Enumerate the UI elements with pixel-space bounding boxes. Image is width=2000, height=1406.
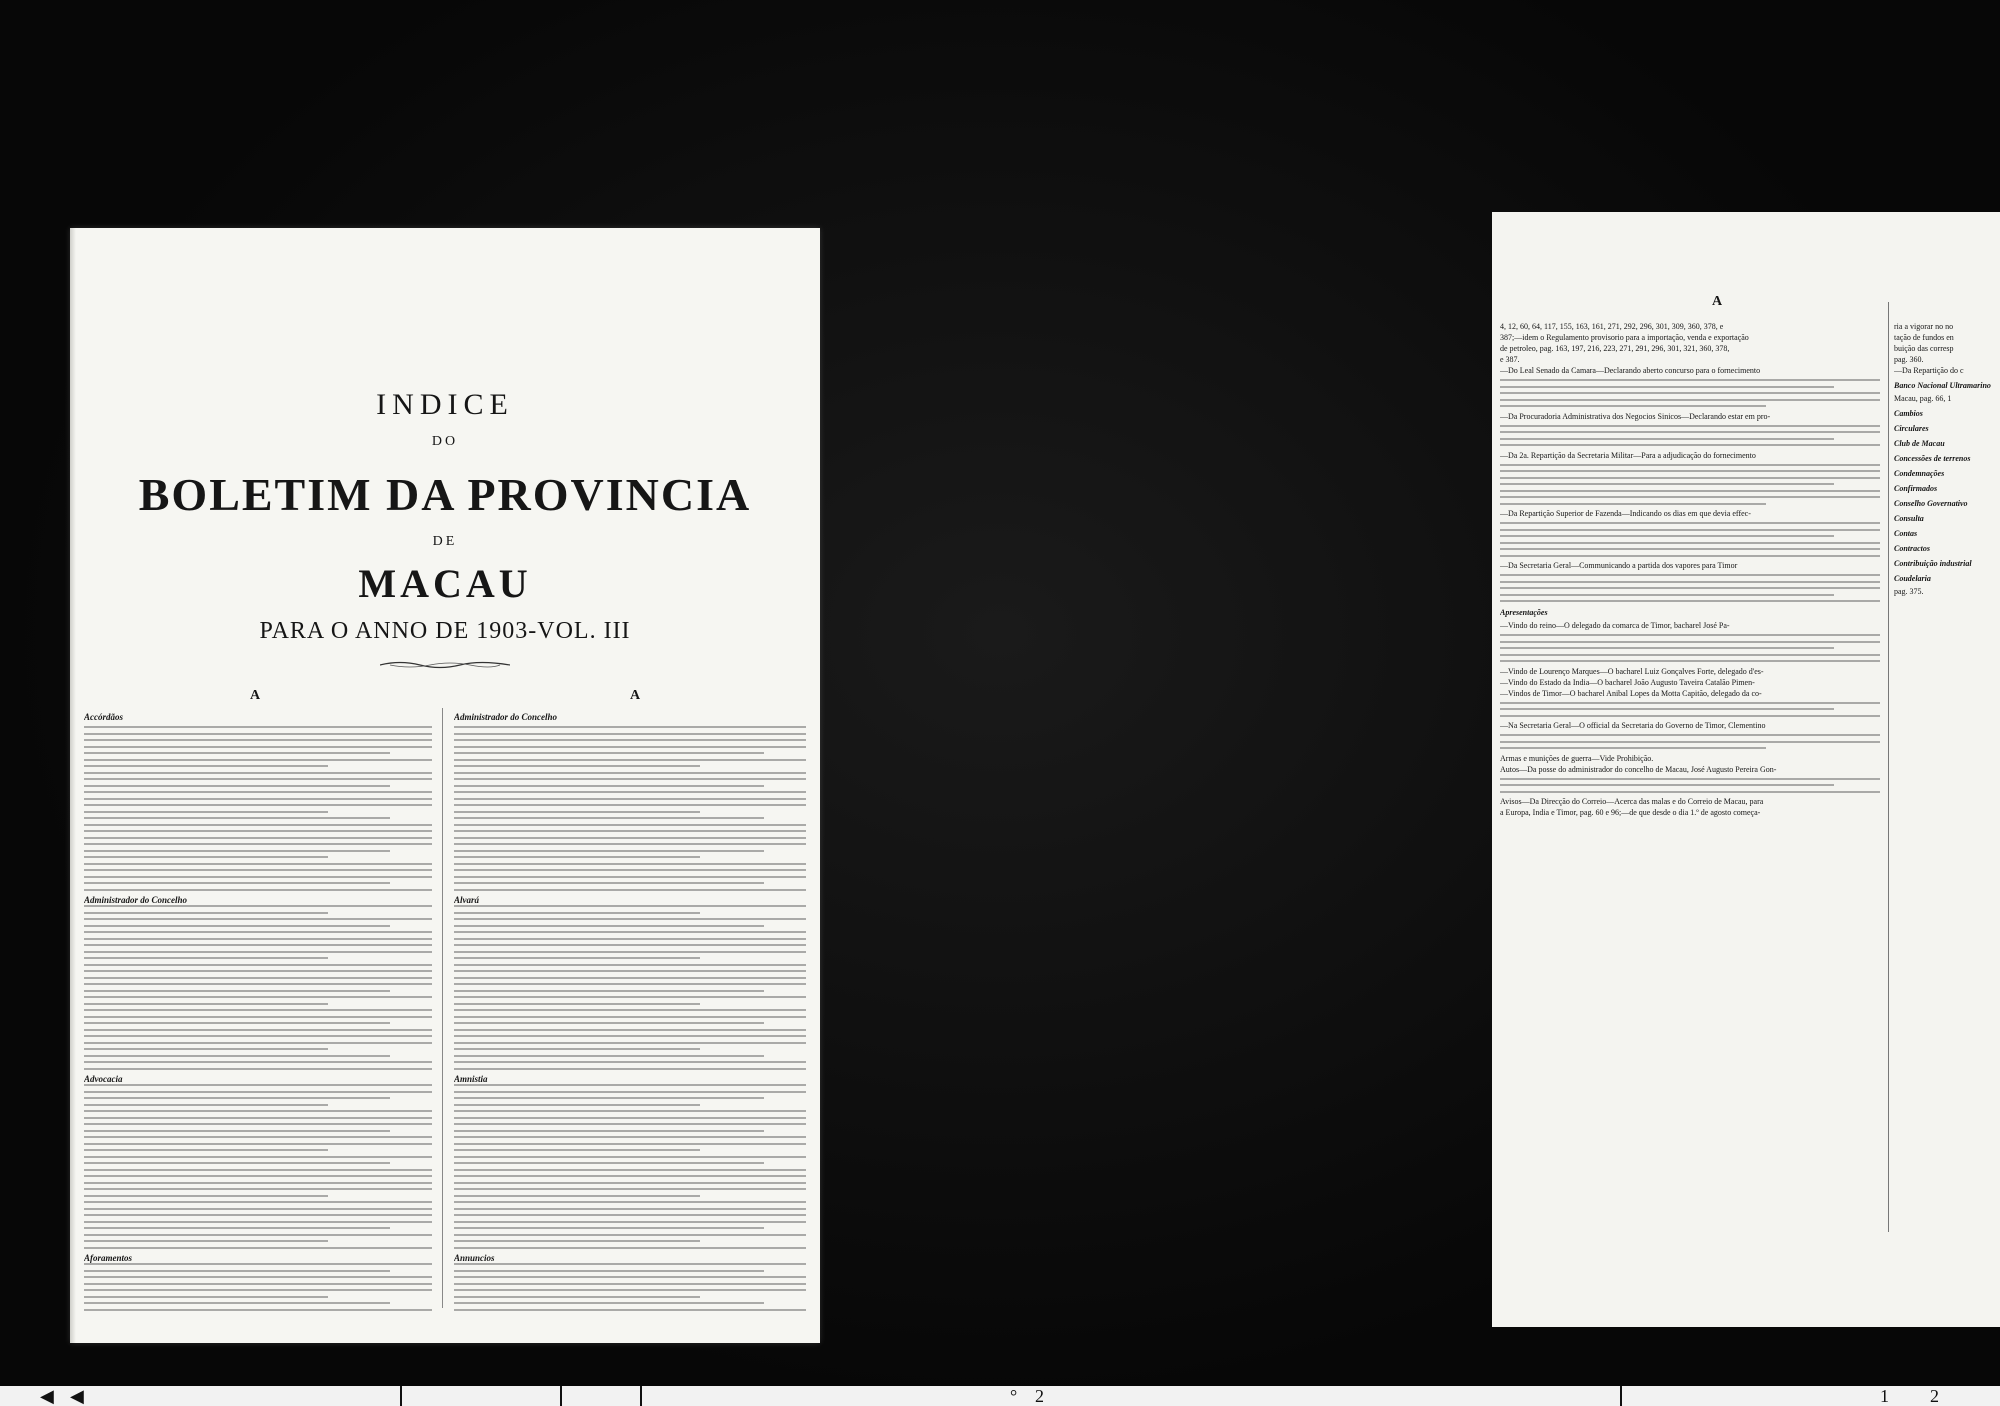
text-line (454, 970, 806, 972)
text-line (454, 765, 700, 767)
text-line (454, 1048, 700, 1050)
illegible-text-block (84, 726, 432, 1312)
text-line (84, 1169, 432, 1171)
text-line (454, 863, 806, 865)
text-line (454, 1240, 700, 1242)
illegible-text-block (1500, 778, 1880, 793)
side-head: Consulta (1894, 514, 1924, 523)
text-line (84, 1149, 328, 1151)
text-line (454, 1227, 764, 1229)
index-column-side (1894, 320, 2000, 1200)
text-line (84, 918, 432, 920)
entry-head: Accórdãos (84, 712, 123, 722)
side-head: Concessões de terrenos (1894, 454, 1971, 463)
text-line (454, 1302, 764, 1304)
text-line (454, 733, 806, 735)
text-line (84, 1188, 432, 1190)
text-line (454, 1110, 806, 1112)
text-line (84, 869, 432, 871)
text-line (454, 811, 700, 813)
text-line (84, 1061, 432, 1063)
text-line (454, 925, 764, 927)
text-line (84, 837, 432, 839)
text-line (84, 1289, 432, 1291)
text-line (84, 1283, 432, 1285)
text-line (84, 1296, 328, 1298)
index-fragment: —Da 2a. Repartição da Secretaria Militar—Para a adjudicação do fornecimento (1500, 450, 1756, 460)
text-line (84, 843, 432, 845)
text-line (454, 1117, 806, 1119)
text-line (454, 869, 806, 871)
text-line (84, 1029, 432, 1031)
text-line (454, 1009, 806, 1011)
text-line (454, 817, 764, 819)
text-line (454, 1123, 806, 1125)
film-strip (0, 1386, 2000, 1406)
text-line (84, 1117, 432, 1119)
column-divider (1888, 302, 1889, 1232)
text-line (84, 1263, 432, 1265)
strip-tick (1620, 1386, 1622, 1406)
text-line (454, 1068, 806, 1070)
text-line (84, 938, 432, 940)
entry-head: Aforamentos (84, 1253, 133, 1263)
side-head: Condemnações (1894, 469, 1945, 478)
text-line (84, 739, 432, 741)
text-line (84, 1195, 328, 1197)
text-line (454, 1195, 700, 1197)
strip-mark: ◀ (40, 1386, 54, 1406)
text-line (454, 1234, 806, 1236)
text-line (84, 1227, 390, 1229)
text-line (454, 1016, 806, 1018)
text-line (84, 752, 390, 754)
strip-mark: ° (1010, 1386, 1018, 1406)
entry-head: Annuncios (454, 1253, 495, 1263)
text-line (84, 1214, 432, 1216)
column-letter-right: A (630, 688, 641, 703)
entry-head: Apresentações (1500, 608, 1548, 617)
text-line (84, 1247, 432, 1249)
index-fragment: e 387. (1500, 355, 1520, 364)
index-column-left (84, 712, 432, 1312)
index-fragment: buição das corresp (1894, 344, 1954, 353)
text-line (454, 1263, 806, 1265)
text-line (454, 1156, 806, 1158)
index-fragment: —Da Repartição Superior de Fazenda—Indicando os dias em que devia effec- (1500, 509, 1751, 518)
text-line (84, 1110, 432, 1112)
text-line (84, 1234, 432, 1236)
title-do: DO (431, 434, 459, 449)
text-line (454, 1136, 806, 1138)
text-line (84, 785, 390, 787)
index-fragment: —Da Repartição do c (1894, 366, 1964, 375)
illegible-text-block (454, 726, 806, 1312)
strip-mark: 1 (1880, 1386, 1889, 1406)
strip-tick (400, 1386, 402, 1406)
side-head: Club de Macau (1894, 439, 1945, 448)
text-line (84, 931, 432, 933)
text-line (84, 1136, 432, 1138)
text-line (84, 1055, 390, 1057)
index-fragment: Armas e munições de guerra—Vide Prohibição. (1500, 753, 1654, 763)
text-line (84, 1091, 432, 1093)
text-line (454, 739, 806, 741)
text-line (84, 798, 432, 800)
text-line (84, 1175, 432, 1177)
index-fragment: tação de fundos en (1894, 333, 1954, 342)
text-line (454, 1130, 764, 1132)
text-line (454, 856, 700, 858)
illegible-text-block (1500, 425, 1880, 447)
text-line (454, 1169, 806, 1171)
strip-mark: 2 (1035, 1386, 1044, 1406)
text-line (84, 1240, 328, 1242)
side-head: Contas (1894, 529, 1918, 538)
text-line (454, 918, 806, 920)
text-line (454, 905, 806, 907)
text-line (84, 1009, 432, 1011)
index-fragment: Autos—Da posse do administrador do concelho de Macau, José Augusto Pereira Gon- (1500, 764, 1777, 774)
text-line (454, 1003, 700, 1005)
text-line (84, 912, 328, 914)
text-line (84, 951, 432, 953)
strip-tick (560, 1386, 562, 1406)
text-line (84, 830, 432, 832)
illegible-text-block (1500, 522, 1880, 557)
entry-head: Alvará (454, 895, 480, 905)
index-fragment: 387;—idem o Regulamento provisorio para a importação, venda e exportação (1500, 333, 1749, 342)
entry-head: Administrador do Concelho (84, 895, 188, 905)
index-fragment: pag. 375. (1894, 587, 1924, 596)
text-line (84, 1016, 432, 1018)
index-column-right (454, 712, 806, 1312)
text-line (84, 1302, 390, 1304)
text-line (84, 1048, 328, 1050)
illegible-text-block (1500, 634, 1880, 662)
text-line (454, 726, 806, 728)
text-line (454, 1221, 806, 1223)
text-line (454, 1029, 806, 1031)
text-line (454, 824, 806, 826)
text-line (84, 889, 432, 891)
text-line (454, 944, 806, 946)
text-line (84, 1130, 390, 1132)
text-line (84, 990, 390, 992)
text-line (454, 1162, 764, 1164)
text-line (454, 889, 806, 891)
text-line (84, 905, 432, 907)
text-line (84, 957, 328, 959)
title-year-volume: PARA O ANNO DE 1903-VOL. III (259, 618, 631, 644)
text-line (454, 759, 806, 761)
text-line (454, 850, 764, 852)
text-line (84, 817, 390, 819)
index-fragment: —Na Secretaria Geral—O official da Secretaria do Governo de Timor, Clementino (1500, 721, 1766, 730)
text-line (454, 830, 806, 832)
text-line (84, 863, 432, 865)
strip-mark: 2 (1930, 1386, 1939, 1406)
side-head: Banco Nacional Ultramarino (1894, 381, 1991, 390)
index-fragment: ria a vigorar no no (1894, 322, 1954, 331)
text-line (84, 765, 328, 767)
text-line (454, 938, 806, 940)
text-line (84, 1208, 432, 1210)
text-line (454, 785, 764, 787)
index-fragment: —Vindo de Lourenço Marques—O bacharel Luiz Gonçalves Forte, delegado d'es- (1500, 666, 1764, 676)
index-fragment: 4, 12, 60, 64, 117, 155, 163, 161, 271, 292, 296, 301, 309, 360, 378, e (1500, 322, 1724, 331)
text-line (84, 726, 432, 728)
text-line (84, 1162, 390, 1164)
text-line (84, 759, 432, 761)
index-fragment: —Vindo do Estado da India—O bacharel João Augusto Taveira Catalão Pimen- (1500, 677, 1755, 687)
text-line (454, 1182, 806, 1184)
text-line (454, 882, 764, 884)
text-line (84, 1156, 432, 1158)
illegible-text-block (1500, 734, 1880, 749)
text-line (84, 970, 432, 972)
text-line (84, 876, 432, 878)
title-boletim: BOLETIM DA PROVINCIA (138, 469, 752, 520)
right-page (1492, 212, 2000, 1327)
text-line (454, 1270, 764, 1272)
side-head: Circulares (1894, 424, 1929, 433)
text-line (454, 977, 806, 979)
index-fragment: a Europa, India e Timor, pag. 60 e 96;—de que desde o dia 1.º de agosto começa- (1500, 808, 1761, 817)
index-fragment: de petroleo, pag. 163, 197, 216, 223, 271, 291, 296, 301, 321, 360, 378, (1500, 344, 1730, 353)
text-line (84, 1201, 432, 1203)
text-line (454, 1175, 806, 1177)
text-line (454, 1061, 806, 1063)
index-fragment: —Vindos de Timor—O bacharel Anibal Lopes da Motta Capitão, delegado da co- (1500, 688, 1762, 698)
text-line (454, 1091, 806, 1093)
text-line (84, 983, 432, 985)
text-line (454, 1276, 806, 1278)
strip-mark: ◀ (70, 1386, 84, 1406)
text-line (84, 1022, 390, 1024)
text-line (84, 1309, 432, 1311)
left-page (70, 228, 820, 1343)
title-macau: MACAU (358, 561, 532, 606)
text-line (454, 804, 806, 806)
text-line (454, 791, 806, 793)
entry-head: Amnistia (454, 1074, 488, 1084)
text-line (84, 1084, 432, 1086)
column-divider (442, 708, 443, 1308)
side-head: Coudelaria (1894, 574, 1931, 583)
text-line (454, 1143, 806, 1145)
title-de: DE (432, 534, 458, 549)
text-line (84, 811, 328, 813)
text-line (84, 772, 432, 774)
text-line (454, 1042, 806, 1044)
text-line (84, 746, 432, 748)
ornament-divider (380, 660, 510, 670)
index-column-main (1500, 320, 1880, 1200)
text-line (84, 1104, 328, 1106)
text-line (84, 882, 390, 884)
index-fragment: —Vindo do reino—O delegado da comarca de Timor, bacharel José Pa- (1500, 621, 1730, 630)
text-line (454, 1097, 764, 1099)
text-line (454, 957, 700, 959)
text-line (454, 1022, 764, 1024)
side-head: Contribuição industrial (1894, 559, 1972, 568)
side-head: Cambios (1894, 409, 1923, 418)
text-line (454, 1035, 806, 1037)
side-head: Confirmados (1894, 484, 1938, 493)
text-line (454, 1296, 700, 1298)
text-line (84, 791, 432, 793)
text-line (454, 1055, 764, 1057)
index-fragment: —Da Secretaria Geral—Communicando a partida dos vapores para Timor (1500, 561, 1738, 570)
illegible-text-block (1500, 379, 1880, 407)
index-fragment: Macau, pag. 66, 1 (1894, 394, 1952, 403)
side-head: Contractos (1894, 544, 1931, 553)
text-line (454, 951, 806, 953)
illegible-text-block (1500, 702, 1880, 717)
text-line (454, 996, 806, 998)
index-fragment: Avisos—Da Direcção do Correio—Acerca das malas e do Correio de Macau, para (1500, 797, 1764, 806)
title-indice: INDICE (376, 388, 514, 421)
text-line (84, 778, 432, 780)
column-letter-left: A (250, 688, 261, 703)
text-line (454, 1149, 700, 1151)
text-line (454, 752, 764, 754)
illegible-text-block (1500, 464, 1880, 505)
text-line (84, 856, 328, 858)
text-line (84, 1003, 328, 1005)
text-line (454, 931, 806, 933)
text-line (84, 850, 390, 852)
text-line (84, 1270, 390, 1272)
text-line (454, 1188, 806, 1190)
text-line (454, 1283, 806, 1285)
text-line (454, 798, 806, 800)
side-head: Conselho Governativo (1894, 499, 1968, 508)
text-line (84, 1035, 432, 1037)
text-line (454, 746, 806, 748)
text-line (454, 1201, 806, 1203)
index-fragment: —Do Leal Senado da Camara—Declarando aberto concurso para o fornecimento (1500, 366, 1761, 375)
text-line (454, 1084, 806, 1086)
text-line (84, 1097, 390, 1099)
text-line (84, 925, 390, 927)
text-line (84, 977, 432, 979)
text-line (84, 1182, 432, 1184)
text-line (454, 778, 806, 780)
strip-tick (640, 1386, 642, 1406)
index-fragment: pag. 360. (1894, 355, 1924, 364)
index-fragment: —Da Procuradoria Administrativa dos Negocios Sinicos—Declarando estar em pro- (1500, 411, 1771, 421)
text-line (84, 804, 432, 806)
text-line (454, 983, 806, 985)
text-line (84, 824, 432, 826)
text-line (84, 1068, 432, 1070)
text-line (84, 733, 432, 735)
column-letter: A (1712, 294, 1723, 309)
text-line (84, 1123, 432, 1125)
text-line (454, 1208, 806, 1210)
text-line (454, 1247, 806, 1249)
text-line (84, 1276, 432, 1278)
text-line (84, 996, 432, 998)
illegible-text-block (1500, 574, 1880, 602)
entry-head: Advocacia (84, 1074, 123, 1084)
text-line (454, 772, 806, 774)
text-line (454, 990, 764, 992)
text-line (454, 1214, 806, 1216)
entry-head: Administrador do Concelho (454, 712, 558, 722)
text-line (454, 964, 806, 966)
text-line (84, 1042, 432, 1044)
text-line (454, 876, 806, 878)
text-line (84, 944, 432, 946)
text-line (454, 1104, 700, 1106)
text-line (454, 912, 700, 914)
text-line (454, 1289, 806, 1291)
text-line (84, 1143, 432, 1145)
text-line (454, 1309, 806, 1311)
text-line (84, 964, 432, 966)
text-line (454, 837, 806, 839)
text-line (454, 843, 806, 845)
text-line (84, 1221, 432, 1223)
